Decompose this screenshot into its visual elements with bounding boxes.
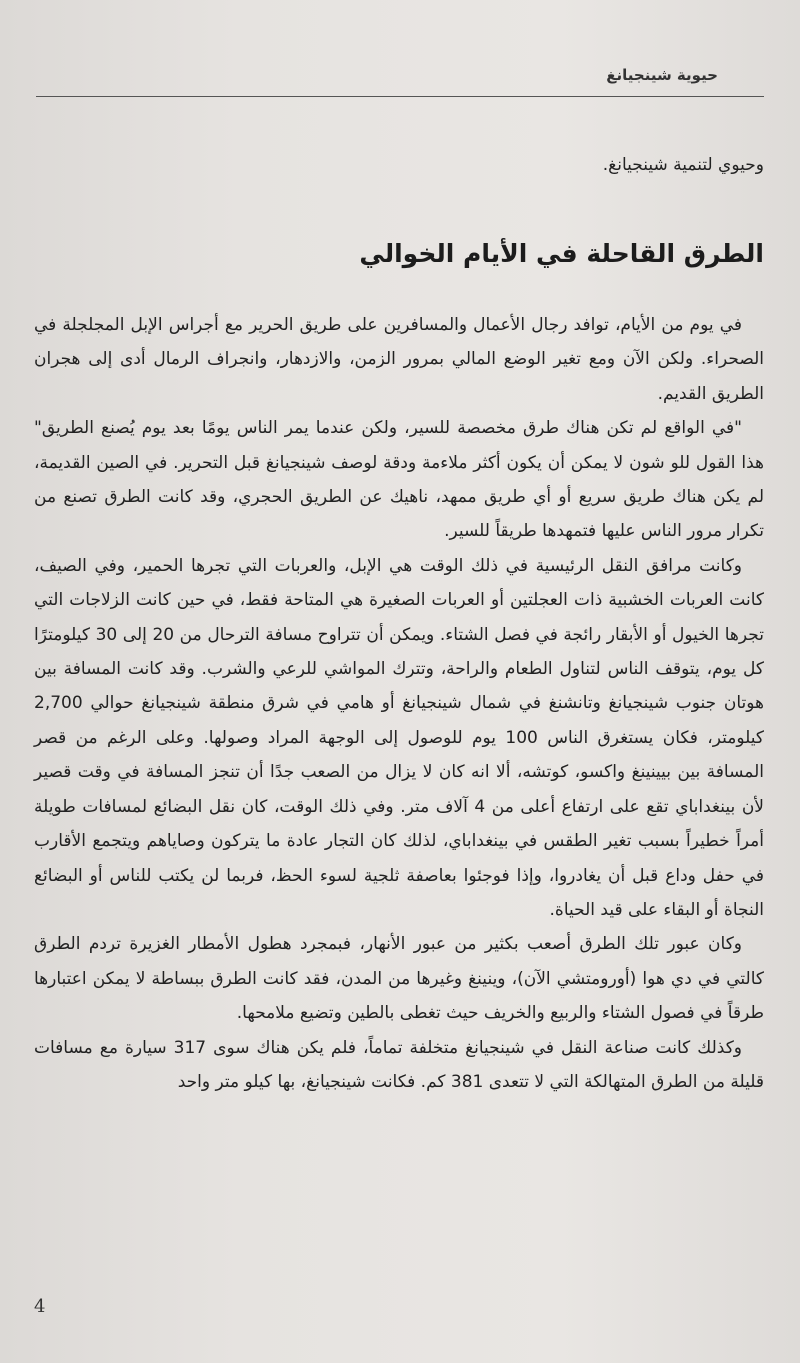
page-body bbox=[34, 148, 764, 1099]
page-number: 4 bbox=[34, 1296, 46, 1317]
header-divider bbox=[36, 96, 764, 97]
paragraph-4: وكان عبور تلك الطرق أصعب بكثير من عبور الأنهار، فبمجرد هطول الأمطار الغزيرة تردم الطرق كالتي في دي هوا (أورومتشي الآن)، وينينغ وغيرها من المدن، فقد كانت الطرق ببساطة لا يمكن اعتبارها طرقاً في فصول الشتاء والربيع والخريف حيث تغطى بالطين وتضيع ملامحها. bbox=[34, 934, 764, 1024]
intro-line: وحيوي لتنمية شينجيانغ. bbox=[602, 155, 764, 175]
paragraph-5: وكذلك كانت صناعة النقل في شينجيانغ متخلفة تماماً، فلم يكن هناك سوى 317 سيارة مع مسافات قليلة من الطرق المتهالكة التي لا تتعدى 381 كم. فكانت شينجيانغ، بها كيلو متر واحد bbox=[34, 1037, 764, 1092]
paragraph-2: "في الواقع لم تكن هناك طرق مخصصة للسير، ولكن عندما يمر الناس يومًا بعد يوم يُصنع الطريق" هذا القول للو شون لا يمكن أن يكون أكثر ملاءمة ودقة لوصف شينجيانغ قبل التحرير. في الصين القديمة، لم يكن هناك طريق سريع أو أي طريق ممهد، ناهيك عن الطريق الحجري، وقد كانت الطرق تصنع من تكرار مرور الناس عليها فتمهدها طريقاً للسير. bbox=[34, 418, 764, 542]
running-header-title: حيوية شينجيانغ bbox=[606, 66, 718, 84]
paragraph-1: في يوم من الأيام، توافد رجال الأعمال والمسافرين على طريق الحرير مع أجراس الإبل المجلجلة في الصحراء. ولكن الآن ومع تغير الوضع المالي بمرور الزمن، والازدهار، وانجراف الرمال أدى إلى هجران الطريق القديم. bbox=[34, 315, 764, 404]
paragraph-3: وكانت مرافق النقل الرئيسية في ذلك الوقت هي الإبل، والعربات التي تجرها الحمير، وفي الصيف، كانت العربات الخشبية ذات العجلتين أو العربات الصغيرة هي المتاحة فقط، في حين كانت الزلاجات التي تجرها الخيول أو الأبقار رائجة في فصل الشتاء. ويمكن أن تتراوح مسافة الترحال من 20 إلى 30 كيلومترًا كل يوم، يتوقف الناس لتناول الطعام والراحة، وتترك المواشي للرعي والشرب. وقد كانت المسافة بين هوتان جنوب شينجيانغ وتانشنغ في شمال شينجيانغ أو هامي في شرق منطقة شينجيانغ حوالي 2,700 كيلومتر، فكان يستغرق الناس 100 يوم للوصول إلى الوجهة المراد وصولها. وعلى الرغم من قصر المسافة بين بيينينغ واكسو، كوتشه، ألا انه كان لا يزال من الصعب جدًا أن تنجز المسافة في وقت قصير لأن بينغداباي تقع على ارتفاع أعلى من 4 آلاف متر. وفي ذلك الوقت، كان نقل البضائع لمسافات طويلة أمراً خطيراً بسبب تغير الطقس في بينغداباي، لذلك كان التجار عادة ما يتركون وصاياهم ويتجمع الأقارب في حفل وداع قبل أن يغادروا، وإذا فوجئوا بعاصفة ثلجية لسوء الحظ، فربما لن يكتب للناس أو البضائع النجاة أو البقاء على قيد الحياة. bbox=[34, 555, 764, 920]
section-heading: الطرق القاحلة في الأيام الخوالي bbox=[359, 239, 764, 268]
